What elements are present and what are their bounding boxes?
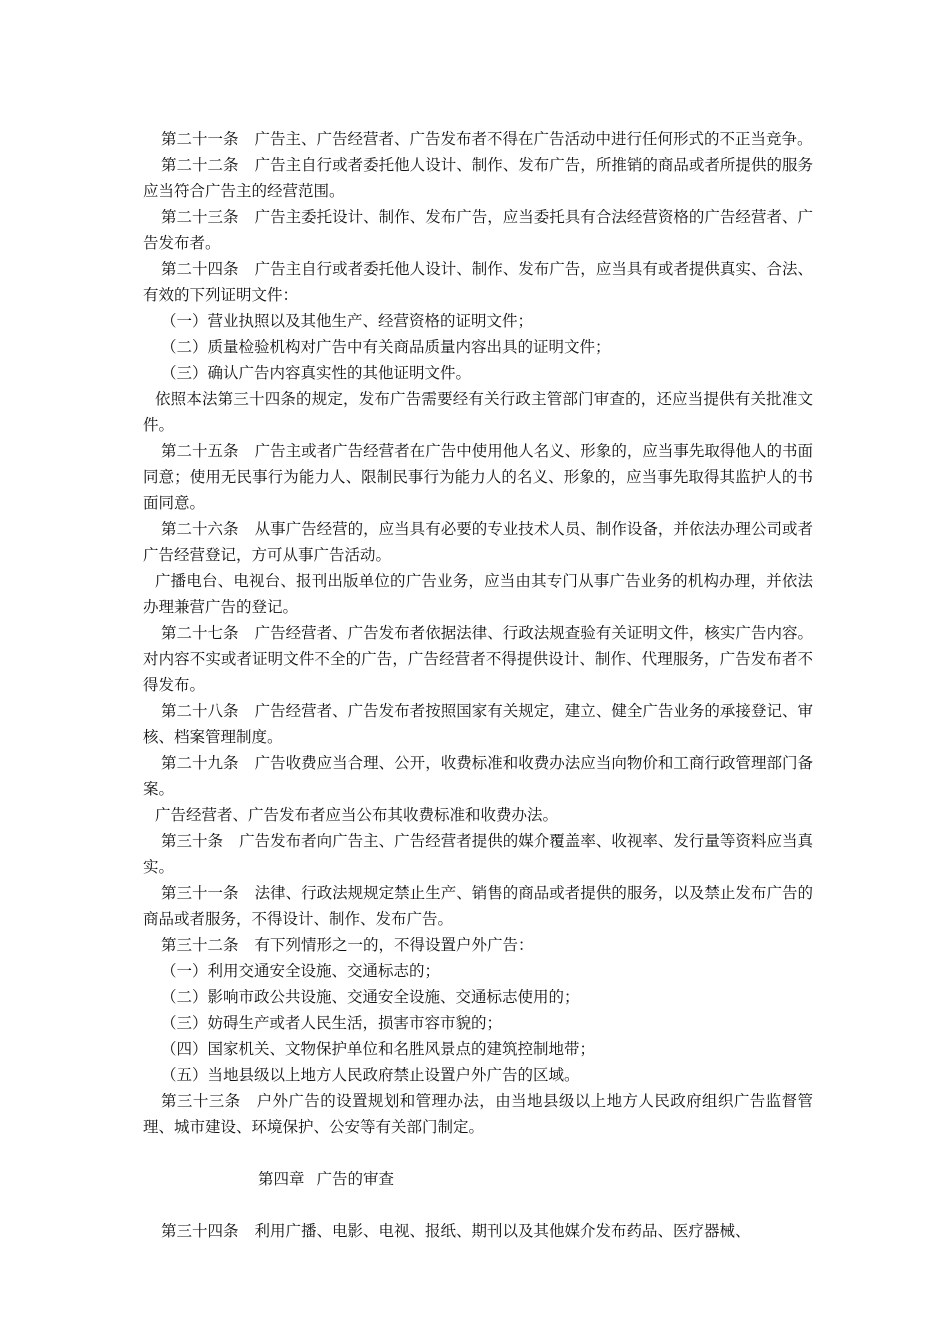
article-number: 第三十四条 [161, 1222, 239, 1240]
article-paragraph [143, 750, 813, 802]
article-paragraph [143, 698, 813, 750]
chapter-number: 第四章 [258, 1170, 305, 1188]
article-paragraph [143, 256, 813, 308]
article-text: 广告发布者向广告主、广告经营者提供的媒介覆盖率、收视率、发行量等资料应当真实。 [143, 832, 813, 876]
article-number: 第二十三条 [161, 208, 239, 226]
list-item: （一）利用交通安全设施、交通标志的； [161, 962, 441, 980]
article-text: 广告收费应当合理、公开，收费标准和收费办法应当向物价和工商行政管理部门备案。 [143, 754, 813, 798]
list-item: （四）国家机关、文物保护单位和名胜风景点的建筑控制地带； [161, 1040, 596, 1058]
list-item: （五）当地县级以上地方人民政府禁止设置户外广告的区域。 [161, 1066, 580, 1084]
article-paragraph [143, 126, 813, 152]
article-number: 第三十二条 [161, 936, 239, 954]
article-text: 广告经营者、广告发布者按照国家有关规定，建立、健全广告业务的承接登记、审核、档案管理制度。 [143, 702, 813, 746]
article-number: 第二十八条 [161, 702, 239, 720]
article-text: 有下列情形之一的，不得设置户外广告： [254, 936, 534, 954]
continuation-paragraph: 广告经营者、广告发布者应当公布其收费标准和收费办法。 [155, 806, 559, 824]
article-paragraph [143, 204, 813, 256]
article-paragraph [143, 1218, 813, 1244]
article-paragraph [143, 152, 813, 204]
article-text: 法律、行政法规规定禁止生产、销售的商品或者提供的服务，以及禁止发布广告的商品或者服务，不得设计、制作、发布广告。 [143, 884, 813, 928]
article-text: 广告主、广告经营者、广告发布者不得在广告活动中进行任何形式的不正当竞争。 [254, 130, 813, 148]
article-number: 第三十一条 [161, 884, 239, 902]
article-paragraph [143, 516, 813, 568]
chapter-title: 广告的审查 [316, 1170, 395, 1188]
article-paragraph [143, 828, 813, 880]
continuation-paragraph: 依照本法第三十四条的规定，发布广告需要经有关行政主管部门审查的，还应当提供有关批准文件。 [143, 390, 813, 434]
article-number: 第二十七条 [161, 624, 239, 642]
article-number: 第二十五条 [161, 442, 239, 460]
document-body [143, 126, 813, 1244]
list-item: （二）影响市政公共设施、交通安全设施、交通标志使用的； [161, 988, 580, 1006]
article-text: 从事广告经营的，应当具有必要的专业技术人员、制作设备，并依法办理公司或者广告经营登记，方可从事广告活动。 [143, 520, 813, 564]
article-number: 第二十一条 [161, 130, 239, 148]
article-number: 第三十条 [161, 832, 224, 850]
article-list [143, 126, 813, 1140]
article-number: 第三十三条 [161, 1092, 241, 1110]
article-list-after-chapter [143, 1218, 813, 1244]
article-text: 广告经营者、广告发布者依据法律、行政法规查验有关证明文件，核实广告内容。对内容不实或者证明文件不全的广告，广告经营者不得提供设计、制作、代理服务，广告发布者不得发布。 [143, 624, 813, 694]
article-number: 第二十二条 [161, 156, 239, 174]
article-text: 利用广播、电影、电视、报纸、期刊以及其他媒介发布药品、医疗器械、 [254, 1222, 751, 1240]
list-item: （一）营业执照以及其他生产、经营资格的证明文件； [161, 312, 534, 330]
article-text: 广告主自行或者委托他人设计、制作、发布广告，应当具有或者提供真实、合法、有效的下列证明文件： [143, 260, 813, 304]
list-item: （三）妨碍生产或者人民生活，损害市容市貌的； [161, 1014, 503, 1032]
chapter-heading [143, 1166, 813, 1192]
article-number: 第二十六条 [161, 520, 239, 538]
article-paragraph [143, 620, 813, 698]
article-paragraph [143, 932, 813, 958]
list-item: （二）质量检验机构对广告中有关商品质量内容出具的证明文件； [161, 338, 611, 356]
article-text: 广告主或者广告经营者在广告中使用他人名义、形象的，应当事先取得他人的书面同意；使用无民事行为能力人、限制民事行为能力人的名义、形象的，应当事先取得其监护人的书面同意。 [143, 442, 813, 512]
article-text: 户外广告的设置规划和管理办法，由当地县级以上地方人民政府组织广告监督管理、城市建设、环境保护、公安等有关部门制定。 [143, 1092, 813, 1136]
article-paragraph [143, 1088, 813, 1140]
article-number: 第二十四条 [161, 260, 239, 278]
article-paragraph [143, 438, 813, 516]
article-text: 广告主自行或者委托他人设计、制作、发布广告，所推销的商品或者所提供的服务应当符合广告主的经营范围。 [143, 156, 813, 200]
article-number: 第二十九条 [161, 754, 239, 772]
list-item: （三）确认广告内容真实性的其他证明文件。 [161, 364, 472, 382]
continuation-paragraph: 广播电台、电视台、报刊出版单位的广告业务，应当由其专门从事广告业务的机构办理，并依法办理兼营广告的登记。 [143, 572, 813, 616]
article-paragraph [143, 880, 813, 932]
article-text: 广告主委托设计、制作、发布广告，应当委托具有合法经营资格的广告经营者、广告发布者。 [143, 208, 813, 252]
